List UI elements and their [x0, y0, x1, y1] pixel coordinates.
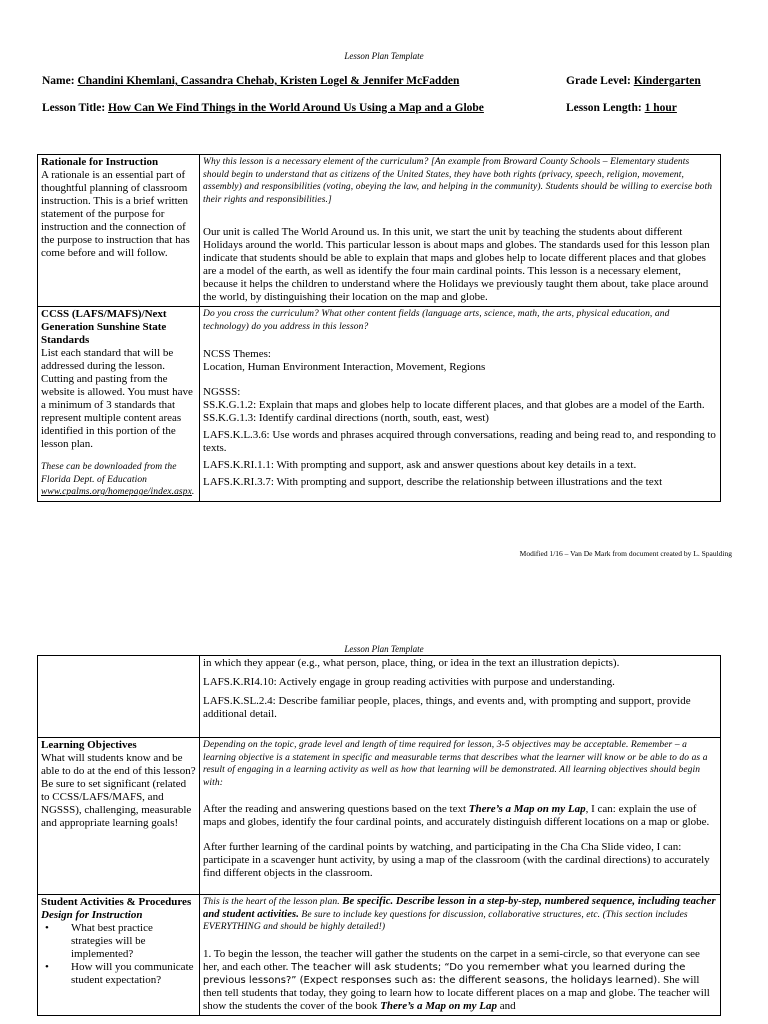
cpalms-link[interactable]: www.cpalms.org/homepage/index.aspx — [41, 487, 192, 497]
standard-lafs-k-ri-1-1: LAFS.K.RI.1.1: With prompting and support, ask and answer questions about key details in a text. — [203, 459, 637, 471]
rationale-heading: Rationale for Instruction — [41, 156, 159, 168]
rationale-guide: Why this lesson is a necessary element of the curriculum? [An example from Broward County Schools – Elementary students should begin to understand that as citizens of the United States, they have both rights (privacy, speech, religion, movement, assembly) and responsibilities (voting, obeying the law, and helping in the community). Students should be willing to exercise both their rights and responsibilities.] — [203, 157, 713, 205]
lesson-length-label: Lesson Length: — [566, 102, 642, 114]
step-1-intro: 1. To begin the lesson, the teacher will gather the students on the carpet in a semi-circle, so that everyone can see her, and each other. — [203, 947, 700, 973]
standard-lafs-k-sl-2-4: LAFS.K.SL.2.4: Describe familiar people, places, things, and events and, with prompting and support, provide additional detail. — [203, 695, 691, 720]
standards-continued-row — [38, 656, 721, 738]
lesson-length-field — [566, 102, 677, 114]
activities-subheading: Design for Instruction — [41, 909, 143, 921]
standards-heading: CCSS (LAFS/MAFS)/Next Generation Sunshine State Standards — [41, 308, 167, 346]
standards-left-cell — [38, 307, 200, 502]
download-note-text: These can be downloaded from the Florida Dept. of Education — [41, 462, 177, 485]
activities-guide-lead: This is the heart of the lesson plan. — [203, 897, 340, 907]
standard-ss-k-g-1-3: SS.K.G.1.3: Identify cardinal directions (north, south, east, west) — [203, 412, 489, 424]
objective-1 — [203, 803, 717, 829]
lesson-table-1 — [37, 154, 721, 502]
list-item — [45, 922, 196, 961]
standard-lafs-k-ri-3-7: LAFS.K.RI.3.7: With prompting and support, describe the relationship between illustrations and the text — [203, 476, 663, 488]
grade-field — [566, 75, 701, 87]
lesson-title-label: Lesson Title: — [42, 102, 106, 114]
ncss-label: NCSS Themes: — [203, 348, 271, 360]
standard-lafs-k-ri-3-7-continued: in which they appear (e.g., what person, place, thing, or idea in the text an illustration depicts). — [203, 657, 620, 669]
download-note-end: . — [191, 487, 195, 497]
activities-right-cell — [200, 895, 721, 1016]
activities-bullet-list — [41, 922, 196, 987]
step-1-continuation: She will then tell students that today, they going to learn how to locate different places on a map and globe. The teacher will show the students the cover of the book — [203, 973, 710, 1012]
activities-guide — [203, 896, 717, 934]
objectives-right-cell — [200, 738, 721, 895]
rationale-left-cell — [38, 155, 200, 307]
standards-row — [38, 307, 721, 502]
rationale-row — [38, 155, 721, 307]
lesson-length-value: 1 hour — [644, 102, 677, 114]
template-title: Lesson Plan Template — [344, 51, 424, 61]
objective-2: After further learning of the cardinal points by watching, and participating in the Cha Cha Slide video, I can: participate in a scavenger hunt activity, by using a map of the classroom (with the cardinal directions) to accurately find different objects in the classroom. — [203, 841, 710, 879]
list-item — [45, 961, 196, 987]
standards-continued-right-cell — [200, 656, 721, 738]
page-footer: Modified 1/16 – Van De Mark from document created by L. Spaulding — [519, 549, 732, 558]
bullet-icon: • — [45, 922, 49, 934]
template-title-page-2: Lesson Plan Template — [344, 644, 424, 654]
activities-heading: Student Activities & Procedures — [41, 896, 192, 908]
step-1-question: The teacher will ask students; “Do you remember what you learned during the previous lessons?” (Expect responses such as: the different seasons, the holidays learned). — [203, 961, 686, 986]
step-1-end: and — [497, 999, 516, 1012]
activities-guide-emphasis: Be specific. Describe lesson in a step-by-step, numbered sequence, including teacher and student activities. — [203, 896, 716, 920]
ngsss-label: NGSSS: — [203, 386, 241, 398]
step-1-book-title: There’s a Map on my Lap — [380, 999, 498, 1012]
activities-left-cell — [38, 895, 200, 1016]
lesson-title-field — [42, 102, 484, 114]
rationale-right-cell — [200, 155, 721, 307]
standards-guide: Do you cross the curriculum? What other content fields (language arts, science, math, the arts, physical education, and technology) do you address in this lesson? — [203, 309, 670, 332]
procedure-step-1 — [203, 948, 717, 1013]
lesson-table-2 — [37, 655, 721, 1016]
page-2 — [0, 640, 768, 1024]
grade-value: Kindergarten — [633, 75, 701, 87]
rationale-description: A rationale is an essential part of thoughtful planning of classroom instruction. This is a brief written statement of the purpose for instruction and the connection of the purpose to instruction that has come before and will follow. — [41, 169, 190, 259]
objectives-description: What will students know and be able to do at the end of this lesson? Be sure to set significant (related to CCSS/LAFS/MAFS, and NGSSS), challenging, measurable and appropriate learning goals! — [41, 752, 196, 829]
standard-lafs-k-ri-4-10: LAFS.K.RI4.10: Actively engage in group reading activities with purpose and understanding. — [203, 676, 615, 688]
standard-ss-k-g-1-2: SS.K.G.1.2: Explain that maps and globes help to locate different places, and that globes are a model of the Earth. — [203, 399, 705, 411]
lesson-title-value: How Can We Find Things in the World Around Us Using a Map and a Globe — [108, 102, 484, 114]
objective-1-pre: After the reading and answering questions based on the text — [203, 803, 469, 815]
grade-label: Grade Level: — [566, 75, 631, 87]
activities-guide-tail: Be sure to include key questions for discussion, collaborative structures, etc. (This section includes EVERYTHING and should be highly detailed!) — [203, 909, 688, 932]
bullet-text: How will you communicate student expectation? — [71, 961, 194, 986]
objectives-left-cell — [38, 738, 200, 895]
standards-continued-left-cell — [38, 656, 200, 738]
name-value: Chandini Khemlani, Cassandra Chehab, Kristen Logel & Jennifer McFadden — [77, 75, 460, 87]
objectives-heading: Learning Objectives — [41, 739, 137, 751]
bullet-icon: • — [45, 961, 49, 973]
objectives-guide: Depending on the topic, grade level and length of time required for lesson, 3-5 objectives may be acceptable. Remember – a learning objective is a statement in specific and measurable terms that describes what the learner will know or be able to do as a result of engaging in a learning activity as well as how that learning will be demonstrated. All learning objectives should begin with: — [203, 740, 708, 788]
standards-right-cell — [200, 307, 721, 502]
activities-row — [38, 895, 721, 1016]
standards-download-note — [41, 461, 196, 499]
standard-lafs-k-l-3-6: LAFS.K.L.3.6: Use words and phrases acquired through conversations, reading and being read to, and responding to texts. — [203, 429, 716, 454]
objective-1-post: , I can: explain the use of maps and globes, identify the four cardinal points, and accurately distinguish different locations on a map or globe. — [203, 803, 710, 828]
name-field — [42, 75, 459, 87]
objective-1-book-title: There’s a Map on my Lap — [468, 803, 586, 815]
name-label: Name: — [42, 75, 75, 87]
standards-description: List each standard that will be addressed during the lesson. Cutting and pasting from the website is allowed. You must have a minimum of 3 standards that represent multiple content areas identified in this portion of the lesson plan. — [41, 347, 193, 450]
ncss-themes: Location, Human Environment Interaction, Movement, Regions — [203, 361, 486, 373]
rationale-body: Our unit is called The World Around us. In this unit, we start the unit by teaching the students about different Holidays around the world. This particular lesson is about maps and globes. The standards used for this lesson plan indicate that students should be able to explain that maps and globes help to locate different places and that globes are a model of the earth, as well as identify the four main cardinal points. This lesson is a necessary element, because it helps the children to understand where the Holidays we previously taught them about, take place around the world, by distinguishing their location on the map and globe. — [203, 226, 710, 303]
bullet-text: What best practice strategies will be implemented? — [71, 922, 153, 960]
objectives-row — [38, 738, 721, 895]
